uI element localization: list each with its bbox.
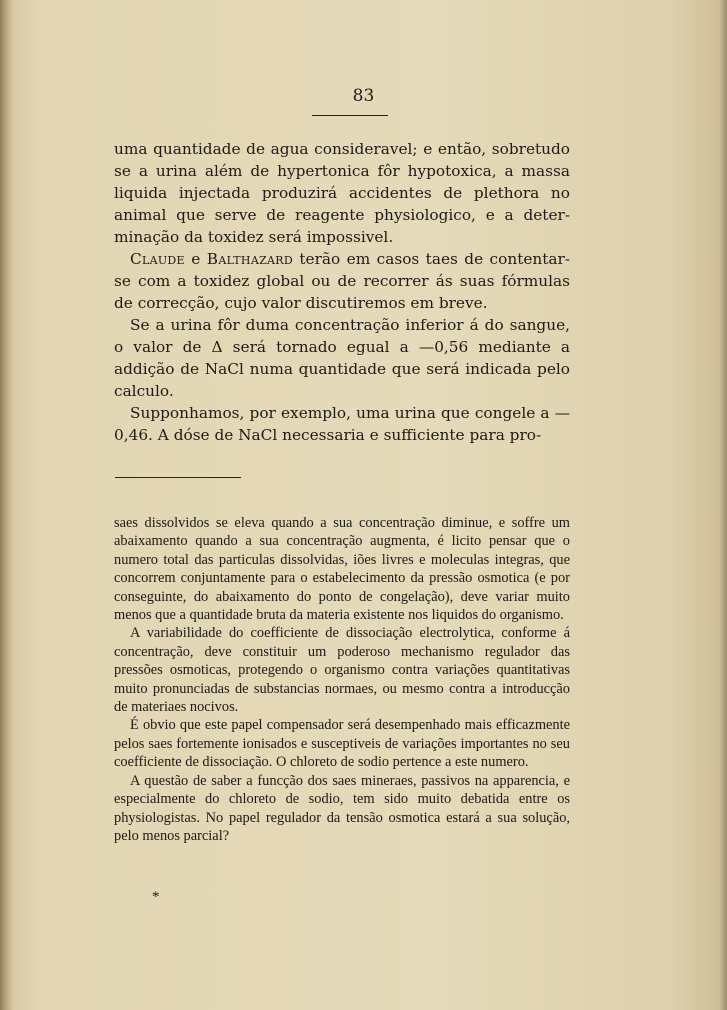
footnote-paragraph-4: A questão de saber a funcção dos saes mineraes, passivos na apparencia, e especialmente do chloreto de sodio, tem sido muito debatida entre os physiologistas. No papel regulador da tensão osmotica estará a sua solução, pelo menos parcial? (114, 772, 570, 844)
main-paragraph-1: uma quantidade de agua consideravel; e então, sobretudo se a urina além de hypertonica fôr hypotoxica, a massa liquida injectada produzirá accidentes de plethora no animal que serve de reagente physiologico, e a determinação da toxidez será impossivel. (114, 140, 570, 246)
main-text (114, 138, 570, 446)
page-number-rule (312, 115, 388, 116)
page-number: 83 (352, 86, 375, 106)
footnote-paragraph-3: É obvio que este papel compensador será desempenhado mais efficazmente pelos saes fortemente ionisados e susceptiveis de variações importantes no seu coefficiente de dissociação. O chloreto de sodio pertence a este numero. (114, 717, 570, 771)
footnote-separator (115, 477, 241, 478)
footnote-paragraph-2: A variabilidade do coefficiente de dissociação electrolytica, conforme á concentração, deve constituir um poderoso mechanismo regulador das pressões osmoticas, protegendo o organismo contra variações quantitativas muito pronunciadas de substancias normaes, ou mesmo contra a introducção de materiaes nocivos. (114, 625, 570, 716)
asterisk-mark: * (152, 889, 160, 905)
author-name-balthazard: Balthazard (206, 250, 293, 268)
footnote-paragraph-1: saes dissolvidos se eleva quando a sua concentração diminue, e soffre um abaixamento quando a sua concentração augmenta, é licito pensar que o numero total das particulas dissolvidas, iões livres e moleculas integras, que concorrem conjuntamente para o estabelecimento da pressão osmotica (e por conseguinte, do abaixamento do ponto de congelação), deve variar muito menos que a quantidade bruta da materia existente nos liquidos do organismo. (114, 515, 570, 624)
main-paragraph-2-text: terão em casos taes de contentar-se com a toxidez global ou de recorrer ás suas fórmulas de correcção, cujo valor discutiremos em breve. (114, 250, 570, 312)
main-paragraph-3: Se a urina fôr duma concentração inferior á do sangue, o valor de Δ será tornado egual a —0,56 mediante a addição de NaCl numa quantidade que será indicada pelo calculo. (114, 316, 570, 400)
main-paragraph-4: Supponhamos, por exemplo, uma urina que congele a —0,46. A dóse de NaCl necessaria e sufficiente para pro- (114, 404, 570, 444)
author-name-claude: Claude (130, 250, 185, 268)
footnote-text (114, 514, 570, 845)
conjunction: e (184, 250, 207, 268)
main-paragraph-2 (114, 248, 570, 314)
